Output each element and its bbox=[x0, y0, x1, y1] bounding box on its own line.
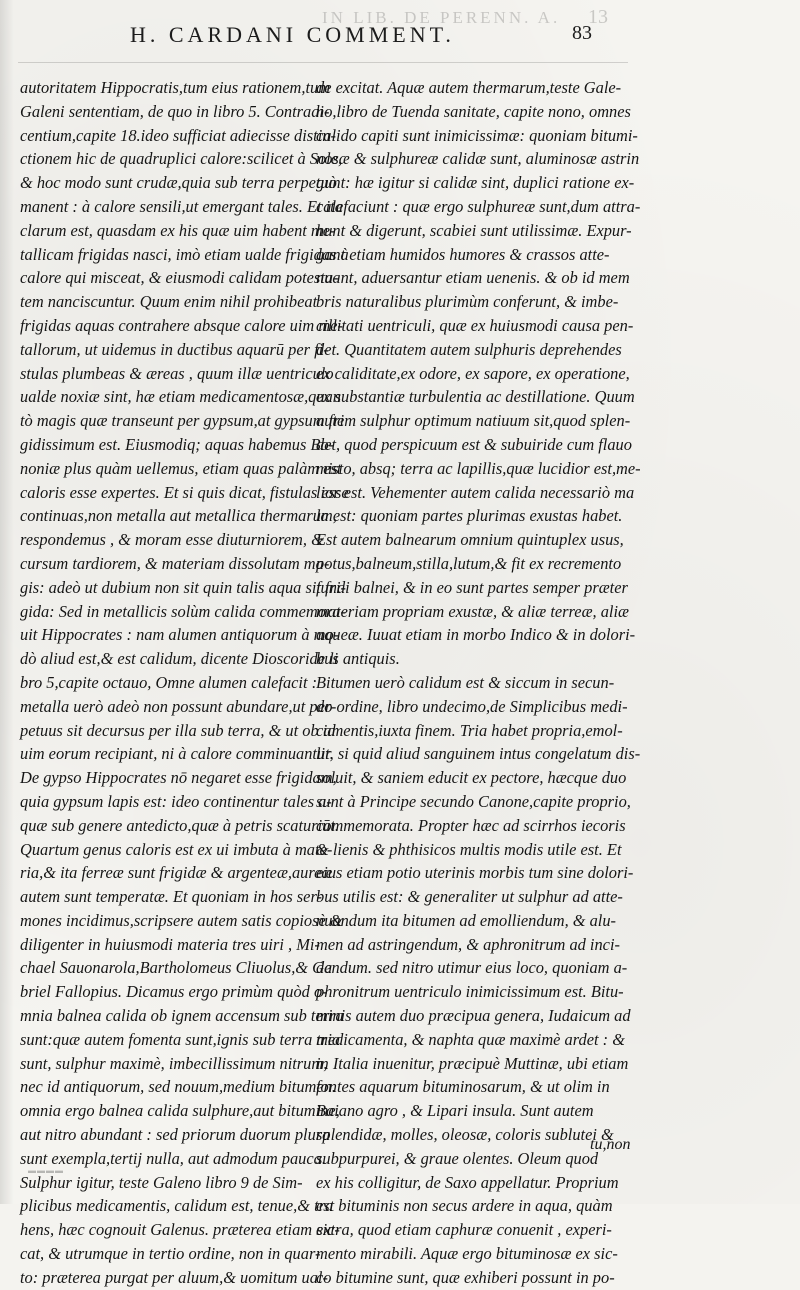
text-line: de excitat. Aquæ autem thermarum,teste Gale- bbox=[316, 78, 622, 97]
text-line: uit Hippocrates : nam alumen antiquorum à mo- bbox=[20, 625, 340, 645]
text-line: gunt: hæ igitur si calidæ sint, duplici ratione ex- bbox=[316, 173, 635, 193]
catchword: tu,non bbox=[590, 1136, 631, 1153]
text-line: gis: adeò ut dubium non sit quin talis aqua sit fri- bbox=[20, 577, 347, 597]
text-line: chael Sauonarola,Bartholomeus Cliuolus,& Ga bbox=[20, 958, 333, 978]
text-line: quia gypsum lapis est: ideo continentur tales a- bbox=[20, 791, 332, 811]
text-line: soluit, & saniem educit ex pectore, hæcque duo bbox=[316, 768, 627, 788]
text-line: Quartum genus caloris est ex ui imbuta à mate- bbox=[20, 839, 333, 859]
text-line: det, quod perspicuum est & subuiride cum flauo bbox=[316, 434, 632, 454]
text-line: sunt à Principe secundo Canone,capite proprio, bbox=[316, 791, 631, 811]
text-line: centium,capite 18.ideo sufficiat adiecisse distin- bbox=[20, 125, 336, 145]
text-line: autem sulphur optimum natiuum sit,quod splen- bbox=[316, 411, 631, 431]
text-line: no,libro de Tuenda sanitate, capite nono, omnes bbox=[316, 101, 631, 121]
text-line: ctionem hic de quadruplici calore:scilicet à Sole, bbox=[20, 149, 343, 169]
text-line: Sulphur igitur, teste Galeno libro 9 de Sim- bbox=[20, 1172, 303, 1192]
text-line: potus,balneum,stilla,lutum,& fit ex recremento bbox=[316, 553, 622, 573]
text-line: nec id antiquorum, sed nouum,medium bitumen. bbox=[20, 1077, 336, 1097]
text-line: sunt exempla,tertij nulla, aut admodum pauca. bbox=[20, 1148, 326, 1168]
text-line: diligenter in huiusmodi materia tres uiri , Mi- bbox=[20, 934, 320, 954]
text-line: phronitrum uentriculo inimicissimum est. Bitu- bbox=[316, 982, 624, 1002]
text-line: commemorata. Propter hæc ad scirrhos iecoris bbox=[316, 815, 626, 835]
text-line: petuus sit decursus per illa sub terra, & ut ob id bbox=[20, 720, 336, 740]
text-line: in Italia inuenitur, præcipuè Muttinæ, ubi etiam bbox=[316, 1053, 629, 1073]
text-line: & lienis & phthisicos multis modis utile est. Et bbox=[316, 839, 622, 859]
text-line: Est autem balnearum omnium quintuplex usus, bbox=[316, 530, 624, 550]
text-line: respondemus , & moram esse diuturniorem, & bbox=[20, 530, 324, 550]
text-line: tò magis quæ transeunt per gypsum,at gypsum fri bbox=[20, 411, 345, 431]
text-line: bus antiquis. bbox=[316, 649, 400, 669]
text-line: ria,& ita ferreæ sunt frigidæ & argenteæ,aureæ bbox=[20, 863, 333, 883]
text-line: men ad astringendum, & aphronitrum ad inci- bbox=[316, 934, 620, 954]
page-gutter-shadow bbox=[0, 0, 14, 1204]
text-line: noniæ plus quàm uellemus, etiam quas palàm est bbox=[20, 458, 342, 478]
text-line: gida: Sed in metallicis solùm calida commemora- bbox=[20, 601, 346, 621]
text-line: tallorum, ut uidemus in ductibus aquarū per fi- bbox=[20, 339, 329, 359]
text-line: uim eorum recipiant, ni à calore comminuantur. bbox=[20, 744, 334, 764]
text-line: ex caliditate,ex odore, ex sapore, ex operatione, bbox=[316, 363, 630, 383]
text-line: gidissimum est. Eiusmodiq; aquas habemus Bo- bbox=[20, 434, 335, 454]
text-line: cillitati uentriculi, quæ ex huiusmodi causa pen- bbox=[316, 315, 634, 335]
text-line: tem nanciscuntur. Quum enim nihil prohibeat bbox=[20, 292, 318, 312]
text-line: hens, hæc cognouit Galenus. præterea etiam sic- bbox=[20, 1220, 340, 1240]
text-line: hunt & digerunt, scabiei sunt utilissimæ. Expur- bbox=[316, 220, 632, 240]
text-line: stulas plumbeas & æreas , quum illæ uentriculo bbox=[20, 363, 334, 383]
text-line: Bitumen uerò calidum est & siccum in secun- bbox=[316, 672, 615, 692]
text-line: nuant, aduersantur etiam uenenis. & ob id mem bbox=[316, 268, 630, 288]
text-line: extra, quod etiam caphuræ conuenit , experi- bbox=[316, 1220, 612, 1240]
text-line: ex substantiæ turbulentia ac destillatione. Quum bbox=[316, 387, 635, 407]
text-line: autem sunt temperatæ. Et quoniam in hos ser- bbox=[20, 887, 322, 907]
header-rule bbox=[18, 62, 628, 63]
text-line: bus utilis est: & generaliter ut sulphur ad atte- bbox=[316, 887, 623, 907]
text-line: eius etiam potio uterinis morbis tum sine dolori- bbox=[316, 863, 634, 883]
text-line: tallicam frigidas nasci, imò etiam ualde frigidas à bbox=[20, 244, 349, 264]
text-line: fundi balnei, & in eo sunt partes semper præter bbox=[316, 577, 628, 597]
text-line: to: præterea purgat per aluum,& uomitum ual- bbox=[20, 1267, 328, 1287]
text-line: sunt, sulphur maximè, imbecillissimum nitrum, bbox=[20, 1053, 328, 1073]
text-line: dò aliud est,& est calidum, dicente Dioscoride li bbox=[20, 649, 339, 669]
text-line: minis autem duo præcipua genera, Iudaicum ad bbox=[316, 1006, 631, 1026]
page-number: 83 bbox=[572, 22, 592, 44]
text-line: mento mirabili. Aquæ ergo bituminosæ ex sic- bbox=[316, 1244, 618, 1264]
text-line: fontes aquarum bituminosarum, & ut olim in bbox=[316, 1077, 610, 1097]
text-line: camentis,iuxta finem. Tria habet propria,emol- bbox=[316, 720, 623, 740]
text-line: nuandum ita bitumen ad emolliendum, & alu- bbox=[316, 910, 617, 930]
text-line: quæ sub genere antedicto,quæ à petris scaturiūt. bbox=[20, 815, 339, 835]
text-line: cat, & utrumque in tertio ordine, non in quar- bbox=[20, 1244, 321, 1264]
text-line: lit, si quid aliud sanguinem intus congelatum dis- bbox=[316, 744, 641, 764]
text-line: medicamenta, & naphta quæ maximè ardet : & bbox=[316, 1029, 625, 1049]
text-line: metalla uerò adeò non possunt abundare,ut per- bbox=[20, 696, 337, 716]
text-line: continuas,non metalla aut metallica thermarum, bbox=[20, 506, 337, 526]
text-line: nosæ & sulphureæ calidæ sunt, aluminosæ astrin bbox=[316, 149, 640, 169]
text-line: ualde noxiæ sint, hæ etiam medicamentosæ,quan bbox=[20, 387, 341, 407]
text-line: ex his colligitur, de Saxo appellatur. Proprium bbox=[316, 1172, 619, 1192]
text-line: Galeni sententiam, de quo in libro 5. Contradi- bbox=[20, 101, 330, 121]
text-line: frigidas aquas contrahere absque calore uim me- bbox=[20, 315, 343, 335]
text-line: omnia ergo balnea calida sulphure,aut bitumine, bbox=[20, 1101, 340, 1121]
right-column bbox=[316, 76, 641, 1290]
text-line: calore qui misceat, & eiusmodi calidam potesta- bbox=[20, 268, 339, 288]
text-line: manent : à calore sensili,ut emergant tales. Et ita bbox=[20, 196, 343, 216]
text-line: De gypso Hippocrates nō negaret esse frigidam, bbox=[20, 768, 337, 788]
bleed-through-text: IN LIB. DE PERENN. A. bbox=[322, 8, 561, 27]
text-line: Baiano agro , & Lipari insula. Sunt autem bbox=[316, 1101, 594, 1121]
text-line: splendidæ, molles, oleosæ, coloris sublutei & bbox=[316, 1125, 614, 1145]
text-line: bris naturalibus plurimùm conferunt, & imbe- bbox=[316, 292, 619, 312]
text-line: calefaciunt : quæ ergo sulphureæ sunt,dum attra- bbox=[316, 196, 641, 216]
text-line: misto, absq; terra ac lapillis,quæ lucidior est,me- bbox=[316, 458, 641, 478]
text-line: aqueæ. Iuuat etiam in morbo Indico & in dolori- bbox=[316, 625, 636, 645]
text-line: mnia balnea calida ob ignem accensum sub terra bbox=[20, 1006, 344, 1026]
text-line: caloris esse expertes. Et si quis dicat, fistulas esse bbox=[20, 482, 349, 502]
running-head: H. CARDANI COMMENT. bbox=[130, 22, 455, 47]
margin-stamp: ▬▬▬▬ bbox=[28, 1166, 64, 1175]
text-line: co bitumine sunt, quæ exhiberi possunt in po- bbox=[316, 1267, 615, 1287]
text-line: subpurpurei, & graue olentes. Oleum quod bbox=[316, 1148, 599, 1168]
text-line: briel Fallopius. Dicamus ergo primùm quòd o- bbox=[20, 982, 328, 1002]
left-column bbox=[20, 76, 349, 1290]
text-line: mones incidimus,scripsere autem satis copiosè & bbox=[20, 910, 343, 930]
text-line: clarum est, quasdam ex his quæ uim habent me- bbox=[20, 220, 336, 240]
bleed-through-number: 13 bbox=[588, 6, 608, 28]
text-line: dendum. sed nitro utimur eius loco, quoniam a- bbox=[316, 958, 628, 978]
text-line: aut nitro abundant : sed priorum duorum plura bbox=[20, 1125, 331, 1145]
text-line: calido capiti sunt inimicissimæ: quoniam bitumi- bbox=[316, 125, 638, 145]
text-line: do ordine, libro undecimo,de Simplicibus medi- bbox=[316, 696, 628, 716]
text-line: det. Quantitatem autem sulphuris deprehendes bbox=[316, 339, 622, 359]
text-line: materiam propriam exustæ, & aliæ terreæ, aliæ bbox=[316, 601, 629, 621]
text-line: lior est. Vehementer autem calida necessariò ma bbox=[316, 482, 635, 502]
text-line: cursum tardiorem, & materiam dissolutam ma- bbox=[20, 553, 330, 573]
text-line: & hoc modo sunt crudæ,quia sub terra perpetuò bbox=[20, 173, 337, 193]
text-line: bro 5,capite octauo, Omne alumen calefacit : bbox=[20, 672, 318, 692]
text-line: plicibus medicamentis, calidum est, tenue,& tra bbox=[20, 1196, 334, 1216]
text-line: autoritatem Hippocratis,tum eius rationem,tum bbox=[20, 78, 331, 97]
text-line: est bituminis non secus ardere in aqua, quàm bbox=[316, 1196, 613, 1216]
text-line: la est: quoniam partes plurimas exustas habet. bbox=[316, 506, 623, 526]
text-line: sunt:quæ autem fomenta sunt,ignis sub terra tria bbox=[20, 1029, 341, 1049]
text-line: gant etiam humidos humores & crassos atte- bbox=[316, 244, 610, 264]
